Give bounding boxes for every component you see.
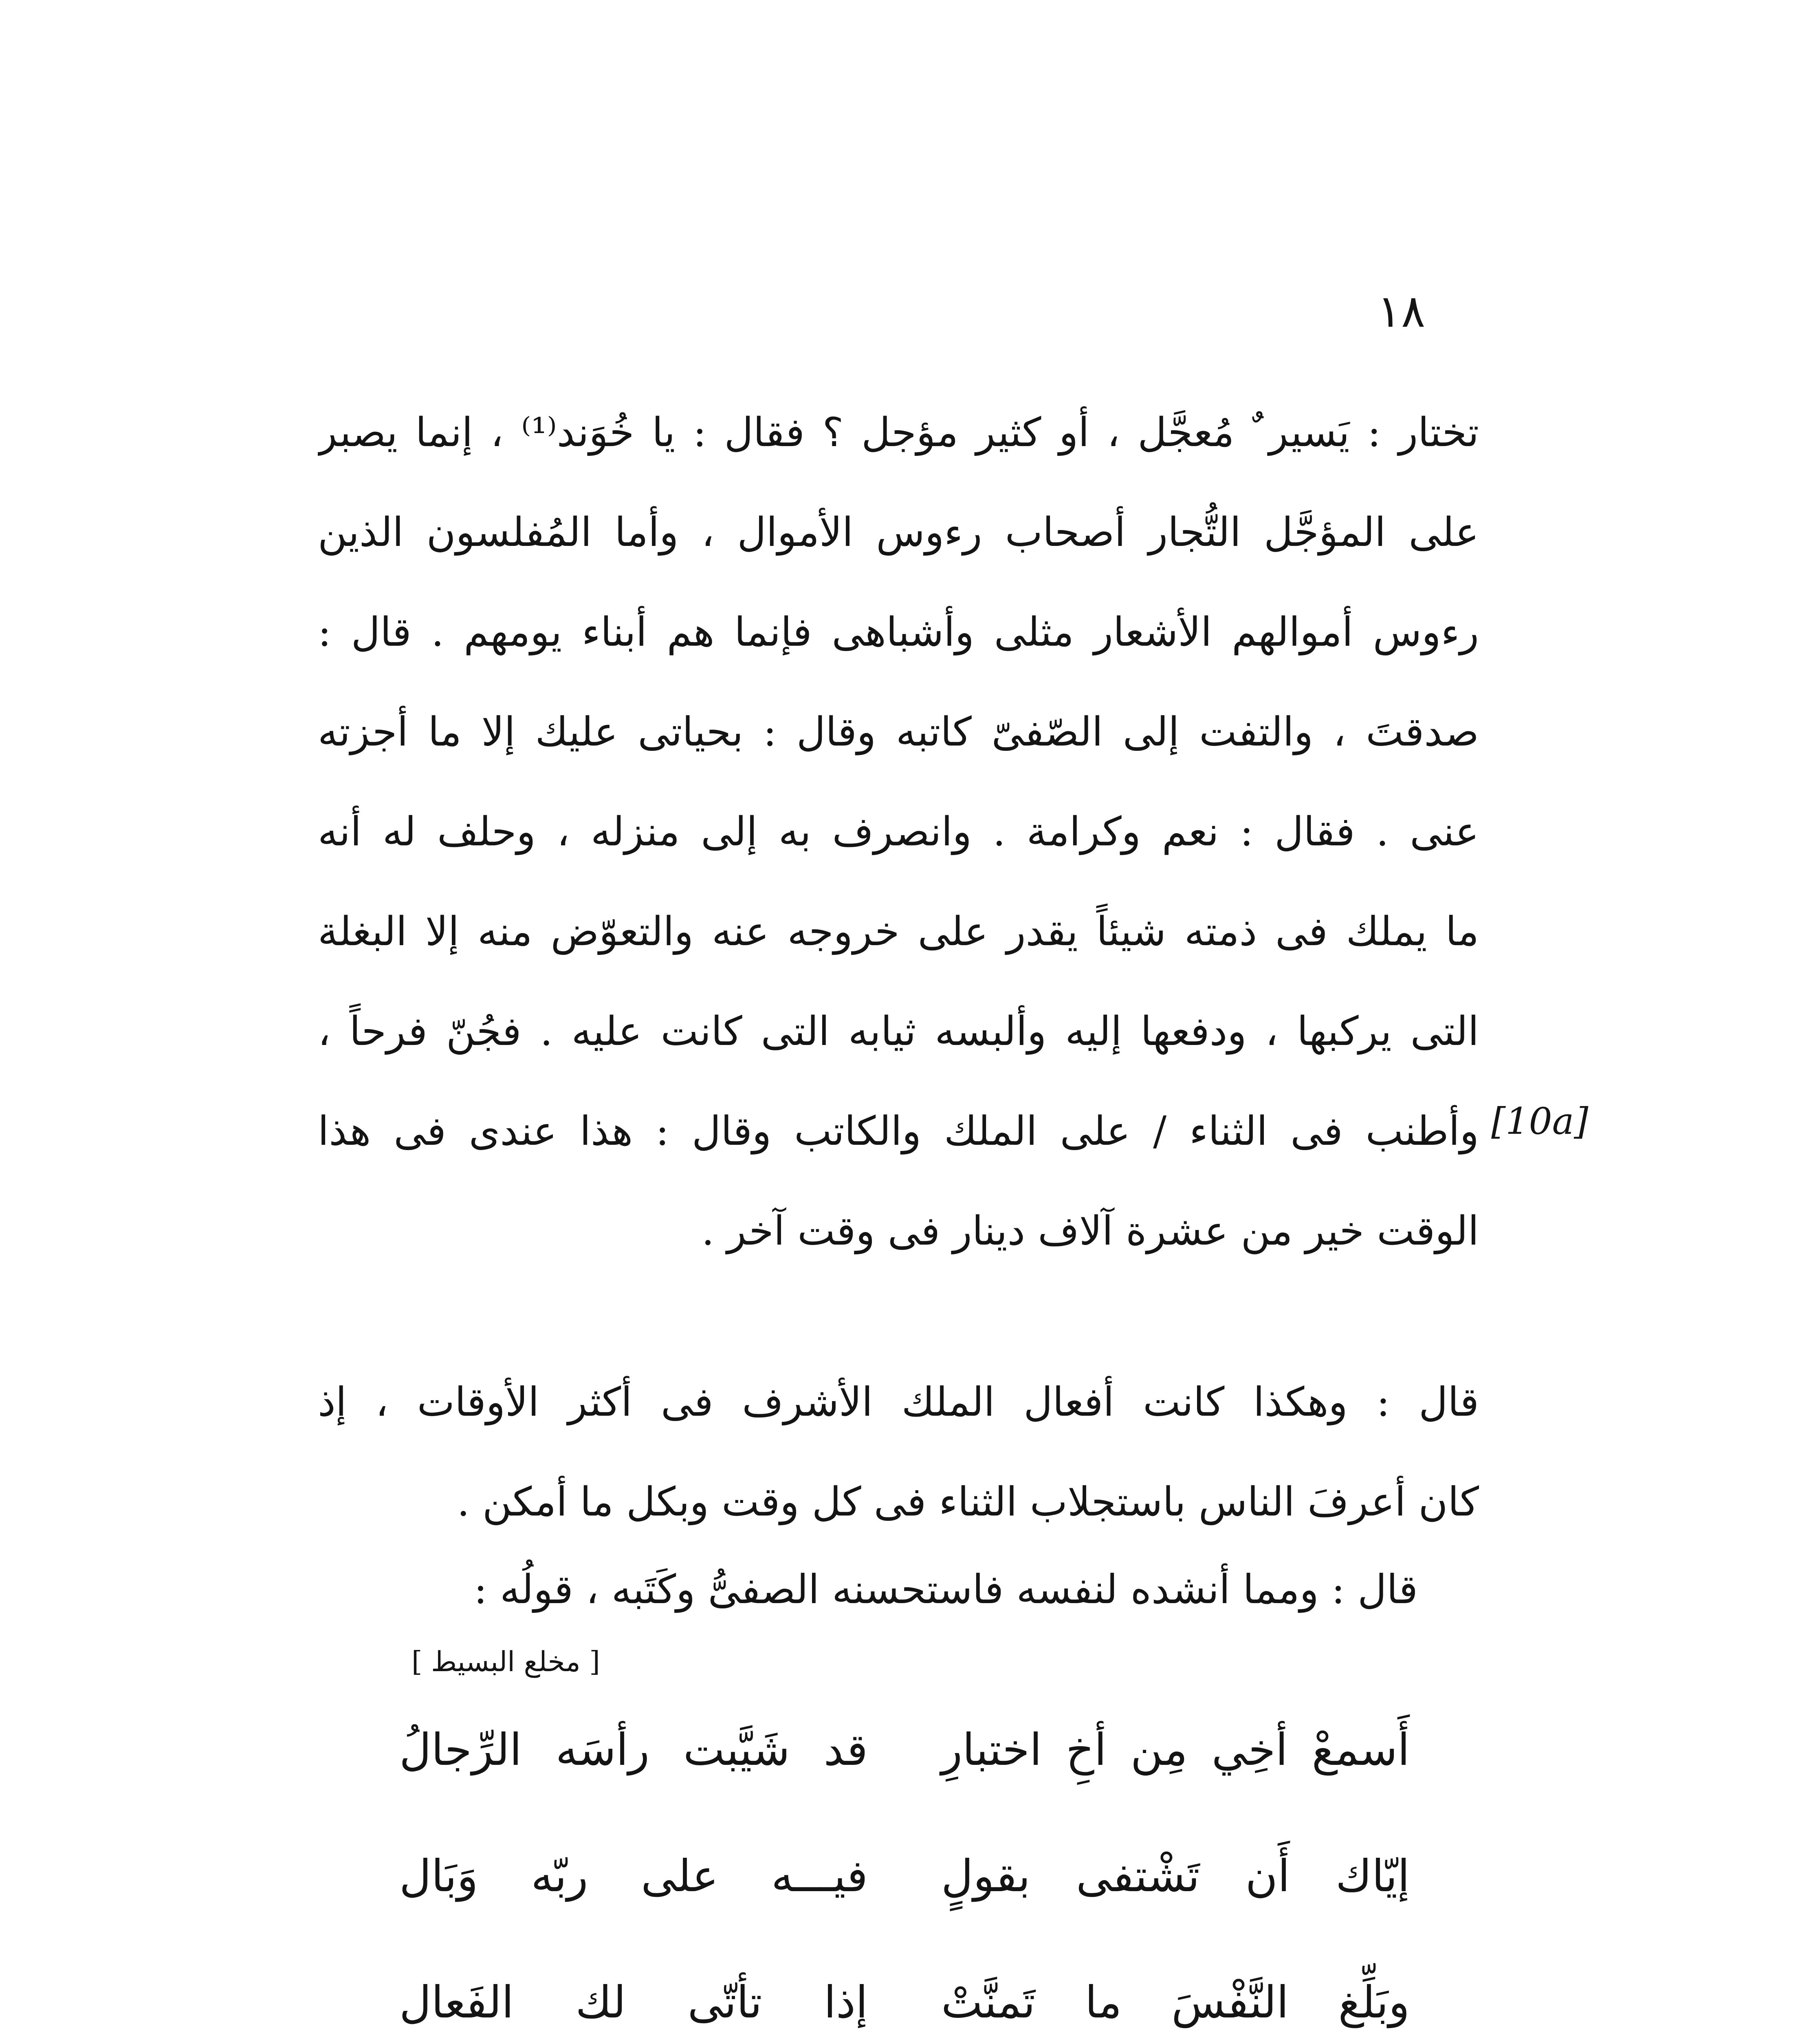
verse-word: إذا — [823, 1977, 868, 2028]
verse-word: ما — [1085, 1977, 1122, 2028]
verse-second-hemistich — [399, 1977, 868, 2028]
verse-word: الفَعال — [399, 1977, 514, 2028]
text-line: تختار : يَسير ٌ مُعجَّل ، أو كثير مؤجل ؟ فقال : يا خُوَند⁽¹⁾ ، إنما يصبر — [318, 409, 1479, 456]
paragraph-2 — [318, 1353, 1479, 1552]
paragraph-3 — [318, 1540, 1418, 1640]
text-line: ما يملك فى ذمته شيئاً يقدر على خروجه عنه والتعوّض منه إلا البغلة — [318, 909, 1479, 955]
verse-word: ربّه — [531, 1850, 588, 1902]
verse-word: أخِ — [1066, 1724, 1107, 1775]
verse-word: أخِي — [1211, 1724, 1288, 1775]
verse-second-hemistich — [399, 1725, 868, 1775]
text-line: التى يركبها ، ودفعها إليه وألبسه ثيابه التى كانت عليه . فجُنّ فرحاً ، — [318, 1008, 1479, 1055]
verse-word: قد — [823, 1724, 868, 1775]
text-line: قال : ومما أنشده لنفسه فاستحسنه الصفىُّ وكَتَبه ، قولُه : — [473, 1566, 1418, 1613]
poem-verse — [399, 1939, 1410, 2037]
page-number: ١٨ — [1377, 285, 1426, 337]
verse-word: لك — [575, 1977, 626, 2028]
verse-word: أَن — [1245, 1850, 1290, 1902]
verse-first-hemistich — [941, 1851, 1410, 1902]
text-line: صدقتَ ، والتفت إلى الصّفىّ كاتبه وقال : بحياتى عليك إلا ما أجزته — [318, 709, 1479, 755]
verse-word: إيّاك — [1336, 1850, 1410, 1902]
poem — [399, 1687, 1410, 2037]
poem-meter-label: [ مخلع البسيط ] — [412, 1646, 600, 1678]
verse-word: على — [641, 1850, 719, 1902]
verse-word: تأتّى — [687, 1977, 762, 2028]
paragraph-1 — [318, 383, 1479, 1281]
verse-word: تَشْتفى — [1076, 1850, 1200, 1902]
verse-first-hemistich — [941, 1725, 1410, 1775]
verse-word: وبَلِّغ — [1338, 1977, 1410, 2028]
text-line: عنى . فقال : نعم وكرامة . وانصرف به إلى منزله ، وحلف له أنه — [318, 809, 1479, 855]
verse-word: أَسمعْ — [1312, 1724, 1410, 1775]
verse-word: شَيَّبت — [683, 1724, 790, 1775]
margin-reference: [10a] — [1491, 1100, 1589, 1143]
text-line: الوقت خير من عشرة آلاف دينار فى وقت آخر . — [701, 1208, 1479, 1254]
verse-word: اختبارِ — [941, 1724, 1042, 1775]
text-line: على المؤجَّل التُّجار أصحاب رءوس الأموال ، وأما المُفلسون الذين — [318, 509, 1479, 556]
verse-word: تَمنَّتْ — [941, 1977, 1036, 2028]
verse-word: النَّفْسَ — [1171, 1977, 1289, 2028]
text-line: كان أعرفَ الناس باستجلاب الثناء فى كل وقت وبكل ما أمكن . — [457, 1479, 1479, 1525]
verse-word: مِن — [1130, 1724, 1188, 1775]
verse-word: رأسَه — [555, 1724, 650, 1775]
poem-verse — [399, 1813, 1410, 1939]
verse-word: بقولٍ — [941, 1850, 1030, 1902]
verse-word: فيـــه — [771, 1850, 868, 1902]
verse-word: الرِّجالُ — [399, 1724, 522, 1775]
verse-first-hemistich — [941, 1977, 1410, 2028]
verse-word: وَبَال — [399, 1850, 478, 1902]
text-line: وأطنب فى الثناء / على الملك والكاتب وقال : هذا عندى فى هذا — [318, 1108, 1479, 1155]
poem-verse — [399, 1687, 1410, 1813]
text-line: رءوس أموالهم الأشعار مثلى وأشباهى فإنما هم أبناء يومهم . قال : — [318, 609, 1479, 656]
text-line: قال : وهكذا كانت أفعال الملك الأشرف فى أكثر الأوقات ، إذ — [318, 1379, 1479, 1425]
verse-second-hemistich — [399, 1851, 868, 1902]
